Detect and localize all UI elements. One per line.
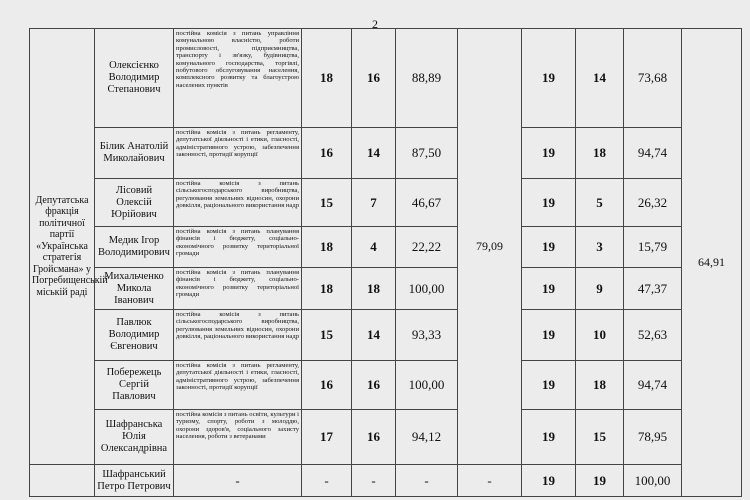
session-meetings-attended: 14 [576, 29, 624, 128]
committee-meetings-total: - [302, 465, 352, 497]
table-row [30, 361, 742, 410]
committee-meetings-attended: 16 [352, 29, 396, 128]
page-number: 2 [372, 17, 378, 31]
session-attendance-percent: 26,32 [624, 179, 682, 227]
committee-attendance-percent: 87,50 [396, 128, 458, 179]
committee-name: постійна комісія з питань планування фінансів і бюджету, соціально-економічного розвитку територіальної громади [174, 227, 302, 268]
session-meetings-attended: 10 [576, 310, 624, 361]
committee-meetings-attended: 7 [352, 179, 396, 227]
committee-attendance-percent: 46,67 [396, 179, 458, 227]
committee-meetings-total: 16 [302, 128, 352, 179]
committee-attendance-percent: 93,33 [396, 310, 458, 361]
committee-meetings-total: 18 [302, 29, 352, 128]
session-meetings-attended: 18 [576, 361, 624, 410]
committee-meetings-total: 18 [302, 268, 352, 310]
table-row [30, 268, 742, 310]
table-row [30, 465, 742, 497]
deputy-name: Лісовий Олексій Юрійович [95, 179, 174, 227]
committee-meetings-attended: 14 [352, 128, 396, 179]
session-meetings-attended: 3 [576, 227, 624, 268]
committee-name: постійна комісія з питань освіти, культури і туризму, спорту, роботи з молоддю, охорони здоров'я, соціального захисту населення, роботи з ветеранами [174, 410, 302, 465]
session-meetings-total: 19 [522, 268, 576, 310]
session-meetings-total: 19 [522, 128, 576, 179]
committee-attendance-percent: 88,89 [396, 29, 458, 128]
committee-attendance-percent: 94,12 [396, 410, 458, 465]
committee-meetings-attended: 4 [352, 227, 396, 268]
table-row [30, 29, 742, 128]
empty-fraction-cell [30, 465, 95, 497]
table-row [30, 128, 742, 179]
committee-meetings-attended: 14 [352, 310, 396, 361]
deputy-name: Михальченко Микола Іванович [95, 268, 174, 310]
fraction-name: Депутатська фракція політичної партії «Українська стратегія Гройсмана» у Погребищенській міській раді [30, 29, 95, 465]
fraction-committee-average: - [458, 465, 522, 497]
session-attendance-percent: 47,37 [624, 268, 682, 310]
session-meetings-total: 19 [522, 179, 576, 227]
committee-meetings-total: 17 [302, 410, 352, 465]
session-meetings-attended: 5 [576, 179, 624, 227]
session-attendance-percent: 94,74 [624, 361, 682, 410]
session-meetings-total: 19 [522, 227, 576, 268]
committee-name: постійна комісія з питань планування фінансів і бюджету, соціально-економічного розвитку територіальної громади [174, 268, 302, 310]
session-meetings-total: 19 [522, 465, 576, 497]
committee-attendance-percent: 100,00 [396, 268, 458, 310]
session-attendance-percent: 73,68 [624, 29, 682, 128]
committee-attendance-percent: - [396, 465, 458, 497]
committee-name: постійна комісія з питань сільськогосподарського виробництва, регулювання земельних відносин, охорони довкілля, раціонального використання надр [174, 179, 302, 227]
committee-meetings-total: 15 [302, 310, 352, 361]
session-meetings-attended: 15 [576, 410, 624, 465]
committee-attendance-percent: 100,00 [396, 361, 458, 410]
table-row [30, 310, 742, 361]
session-attendance-percent: 78,95 [624, 410, 682, 465]
deputy-name: Шафранський Петро Петрович [95, 465, 174, 497]
deputy-name: Медик Ігор Володимирович [95, 227, 174, 268]
table-row [30, 410, 742, 465]
committee-meetings-attended: 16 [352, 410, 396, 465]
deputy-name: Шафранська Юлія Олександрівна [95, 410, 174, 465]
committee-meetings-total: 16 [302, 361, 352, 410]
committee-meetings-attended: 16 [352, 361, 396, 410]
fraction-committee-average: 79,09 [458, 29, 522, 465]
deputy-name: Побережець Сергій Павлович [95, 361, 174, 410]
overall-average: 64,91 [682, 29, 742, 497]
session-attendance-percent: 94,74 [624, 128, 682, 179]
session-meetings-attended: 9 [576, 268, 624, 310]
committee-attendance-percent: 22,22 [396, 227, 458, 268]
committee-name: - [174, 465, 302, 497]
session-attendance-percent: 52,63 [624, 310, 682, 361]
committee-name: постійна комісія з питань регламенту, депутатської діяльності і етики, гласності, адміністративного устрою, забезпечення законності, протидії корупції [174, 361, 302, 410]
session-meetings-attended: 18 [576, 128, 624, 179]
attendance-table [29, 28, 742, 497]
session-meetings-total: 19 [522, 29, 576, 128]
committee-meetings-attended: 18 [352, 268, 396, 310]
session-meetings-total: 19 [522, 310, 576, 361]
table-row [30, 179, 742, 227]
committee-meetings-total: 18 [302, 227, 352, 268]
committee-meetings-total: 15 [302, 179, 352, 227]
table-row [30, 227, 742, 268]
deputy-name: Білик Анатолій Миколайович [95, 128, 174, 179]
session-meetings-total: 19 [522, 361, 576, 410]
committee-name: постійна комісія з питань сільськогосподарського виробництва, регулювання земельних відносин, охорони довкілля, раціонального використання надр [174, 310, 302, 361]
deputy-name: Олексієнко Володимир Степанович [95, 29, 174, 128]
committee-name: постійна комісія з питань управління комунальною власністю, роботи промисловості, підприємництва, транспорту і зв'язку, будівництва, комунального господарства, торгівлі, побутового обслуговування населення, комплексного розвитку та благоустрою населених пунктів [174, 29, 302, 128]
committee-meetings-attended: - [352, 465, 396, 497]
session-meetings-attended: 19 [576, 465, 624, 497]
committee-name: постійна комісія з питань регламенту, депутатської діяльності і етики, гласності, адміністративного устрою, забезпечення законності, протидії корупції [174, 128, 302, 179]
session-meetings-total: 19 [522, 410, 576, 465]
deputy-name: Павлюк Володимир Євгенович [95, 310, 174, 361]
session-attendance-percent: 15,79 [624, 227, 682, 268]
session-attendance-percent: 100,00 [624, 465, 682, 497]
